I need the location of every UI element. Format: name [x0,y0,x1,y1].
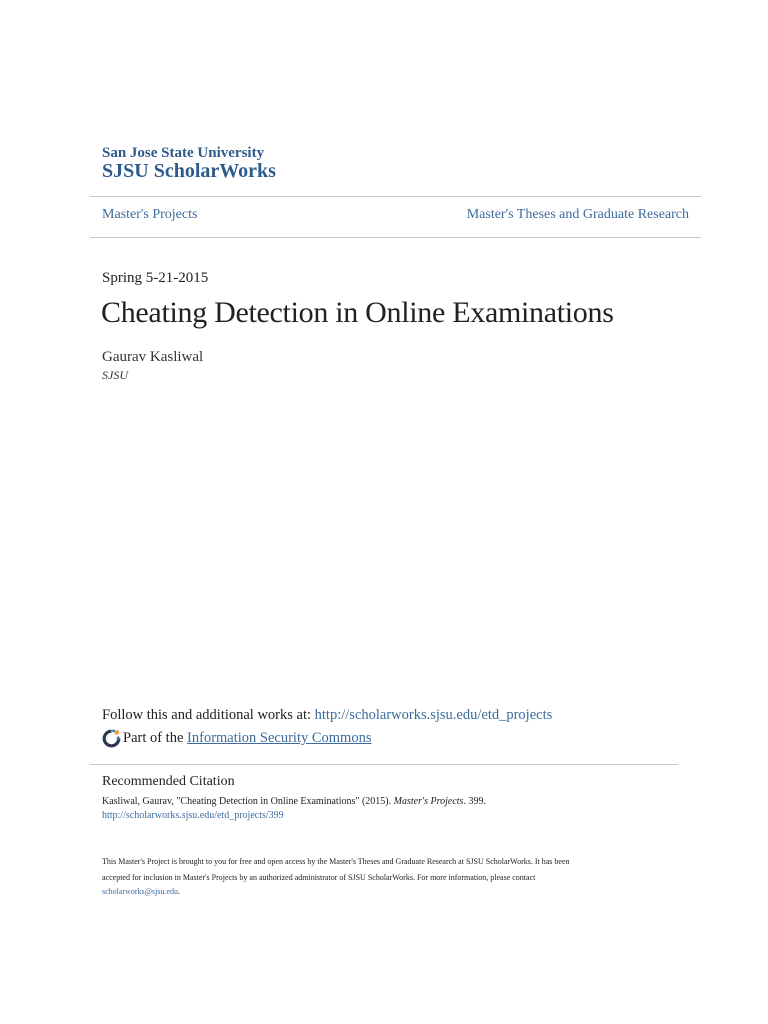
follow-url-link[interactable]: http://scholarworks.sjsu.edu/etd_projects [314,707,553,723]
recommended-citation-heading: Recommended Citation [102,774,235,789]
publication-date: Spring 5-21-2015 [102,270,209,286]
citation-series: Master's Projects [393,796,464,807]
header-divider-bottom [90,237,701,238]
notice-period: . [178,887,181,896]
notice-line-2: accepted for inclusion in Master's Projects by an authorized administrator of SJSU ScholarWorks. For more information, please contact [102,873,536,882]
information-security-commons-link[interactable]: Information Security Commons [187,730,372,746]
masters-theses-link[interactable]: Master's Theses and Graduate Research [466,207,689,222]
author-name: Gaurav Kasliwal [102,349,204,365]
citation-main: Kasliwal, Gaurav, "Cheating Detection in Online Examinations" (2015). [102,796,394,807]
commons-network-icon [102,729,121,748]
citation-url-link[interactable]: http://scholarworks.sjsu.edu/etd_projects/399 [102,810,284,821]
part-of-prefix: Part of the [123,730,184,746]
header-divider-top [90,196,701,197]
citation-divider [90,764,678,765]
university-name: San Jose State University [102,145,265,161]
paper-title: Cheating Detection in Online Examinations [101,296,614,329]
follow-line [102,707,552,724]
repository-name[interactable]: SJSU ScholarWorks [102,160,276,182]
contact-email-link[interactable]: scholarworks@sjsu.edu [102,887,179,896]
citation-text [102,796,486,807]
masters-projects-link[interactable]: Master's Projects [102,207,198,222]
follow-text: Follow this and additional works at: [102,707,315,723]
citation-end: . 399. [463,796,486,807]
author-affiliation: SJSU [102,368,128,382]
notice-line-3 [102,887,180,896]
part-of-line [102,729,371,748]
notice-line-1: This Master's Project is brought to you for free and open access by the Master's Theses and Graduate Research at SJSU ScholarWorks. It has been [102,857,570,866]
